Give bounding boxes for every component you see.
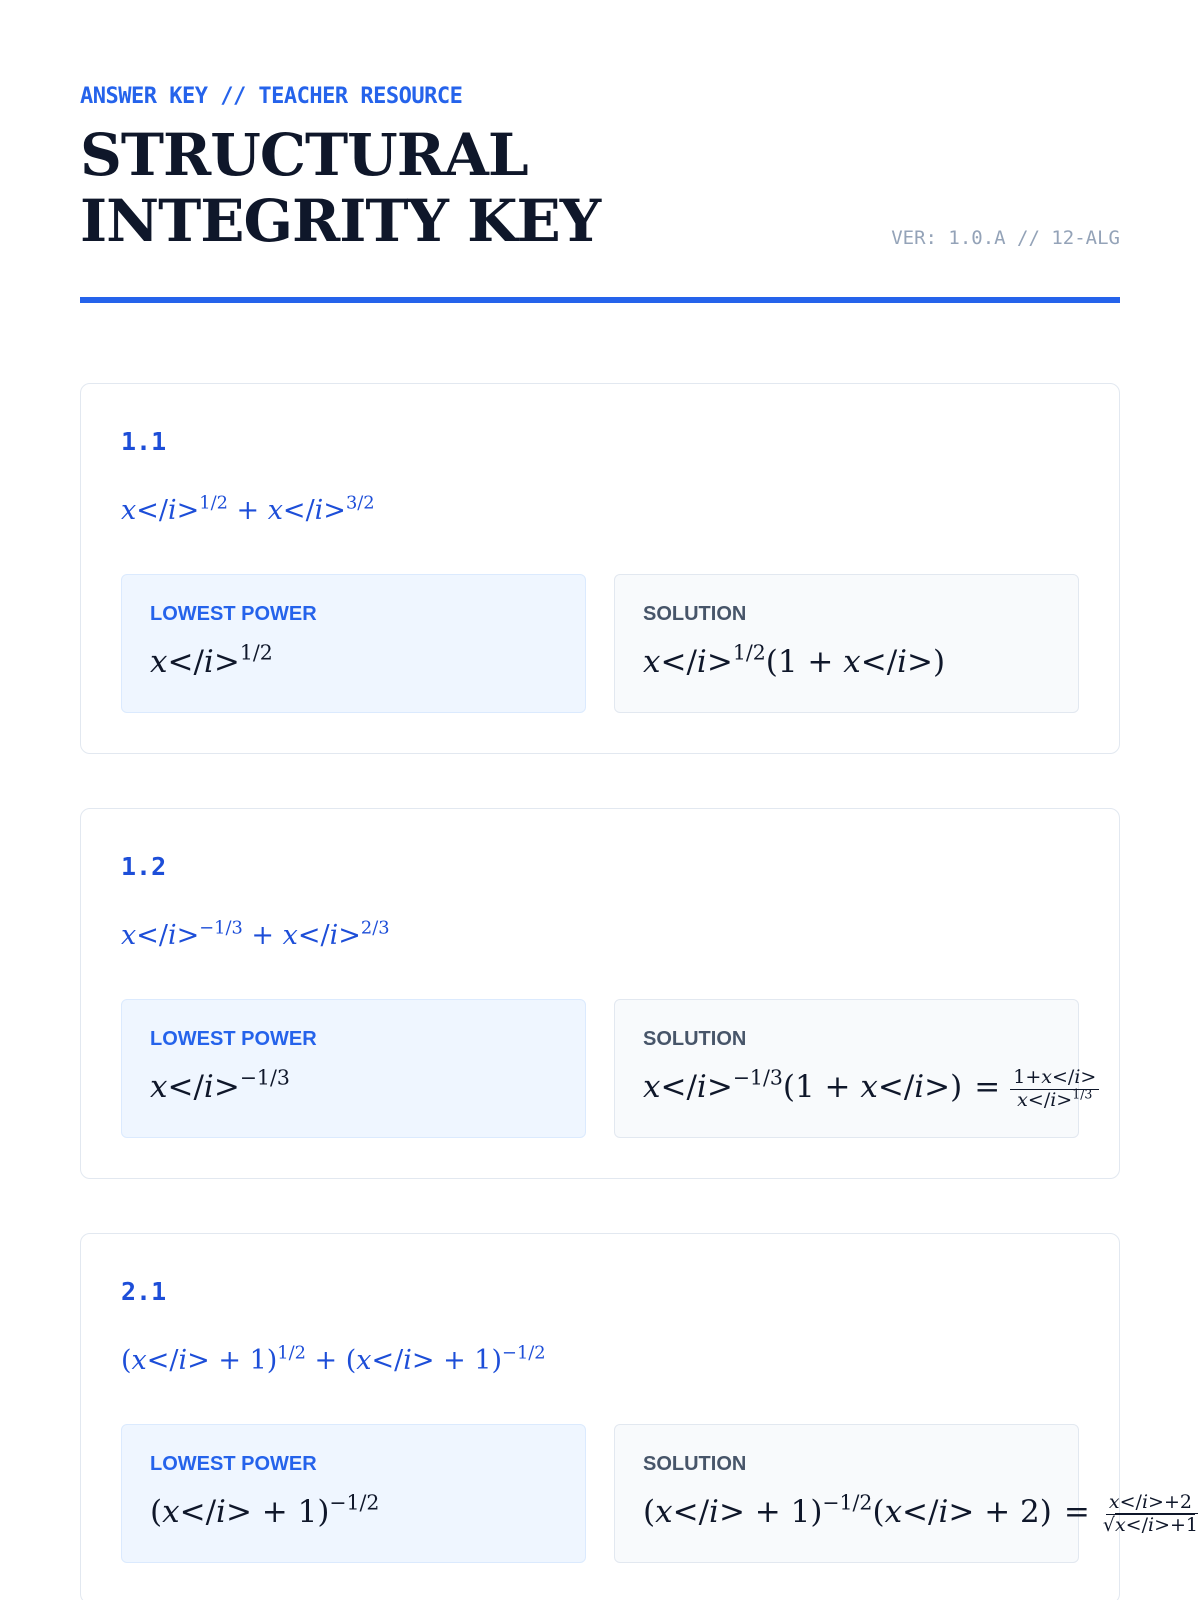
solution-value: x</i>$^{-1/3}$(1 + x</i>) = $\frac{1+x</i>}{x</i>^{1/3}}$ bbox=[643, 1062, 1050, 1112]
problem-card bbox=[80, 808, 1120, 1179]
page-title: STRUCTURAL INTEGRITY KEY bbox=[80, 121, 601, 255]
lowest-power-box bbox=[121, 999, 586, 1138]
lowest-power-value: x</i>$^{1/2}$ bbox=[150, 640, 273, 680]
solution-box bbox=[614, 999, 1097, 1138]
solution-label: SOLUTION bbox=[643, 1453, 747, 1475]
lowest-power-value: x</i>$^{-1/3}$ bbox=[150, 1065, 290, 1105]
solution-box bbox=[614, 1424, 1199, 1563]
version-label: VER: 1.0.A // 12-ALG bbox=[891, 227, 1120, 249]
problem-card bbox=[80, 1233, 1199, 1600]
solution-label: SOLUTION bbox=[643, 1028, 747, 1050]
problem-number: 1.2 bbox=[121, 852, 167, 881]
lowest-power-value: ( x</i> + 1)$^{-1/2}$ bbox=[150, 1490, 380, 1530]
problem-card bbox=[80, 383, 1120, 754]
solution-box bbox=[614, 574, 1079, 713]
lowest-power-label: LOWEST POWER bbox=[150, 603, 317, 625]
problem-number: 1.1 bbox=[121, 427, 167, 456]
problem-expression: (x</i> + 1)$^{1/2}$ + (x</i> + 1)$^{-1/2}$ bbox=[121, 1342, 546, 1376]
lowest-power-label: LOWEST POWER bbox=[150, 1453, 317, 1475]
lowest-power-box bbox=[121, 1424, 586, 1563]
problem-number: 2.1 bbox=[121, 1277, 167, 1306]
eyebrow-label: ANSWER KEY // TEACHER RESOURCE bbox=[80, 84, 463, 109]
solution-label: SOLUTION bbox=[643, 603, 747, 625]
problem-expression: x</i>$^{-1/3}$ + x</i>$^{2/3}$ bbox=[121, 917, 390, 951]
lowest-power-label: LOWEST POWER bbox=[150, 1028, 317, 1050]
solution-value: x</i>$^{1/2}$(1 + x</i>) bbox=[643, 640, 946, 680]
solution-value: (x</i> + 1)$^{-1/2}$(x</i> + 2) = $\frac{x</i>+2}{√x</i>+1}$ bbox=[643, 1490, 1199, 1536]
answer-boxes bbox=[121, 1424, 1199, 1563]
answer-boxes bbox=[121, 574, 1079, 713]
problem-list bbox=[80, 383, 1199, 1600]
answer-boxes bbox=[121, 999, 1097, 1138]
header-divider bbox=[80, 297, 1120, 303]
lowest-power-box bbox=[121, 574, 586, 713]
problem-expression: x</i>$^{1/2}$ + x</i>$^{3/2}$ bbox=[121, 492, 375, 526]
header bbox=[80, 122, 1120, 254]
